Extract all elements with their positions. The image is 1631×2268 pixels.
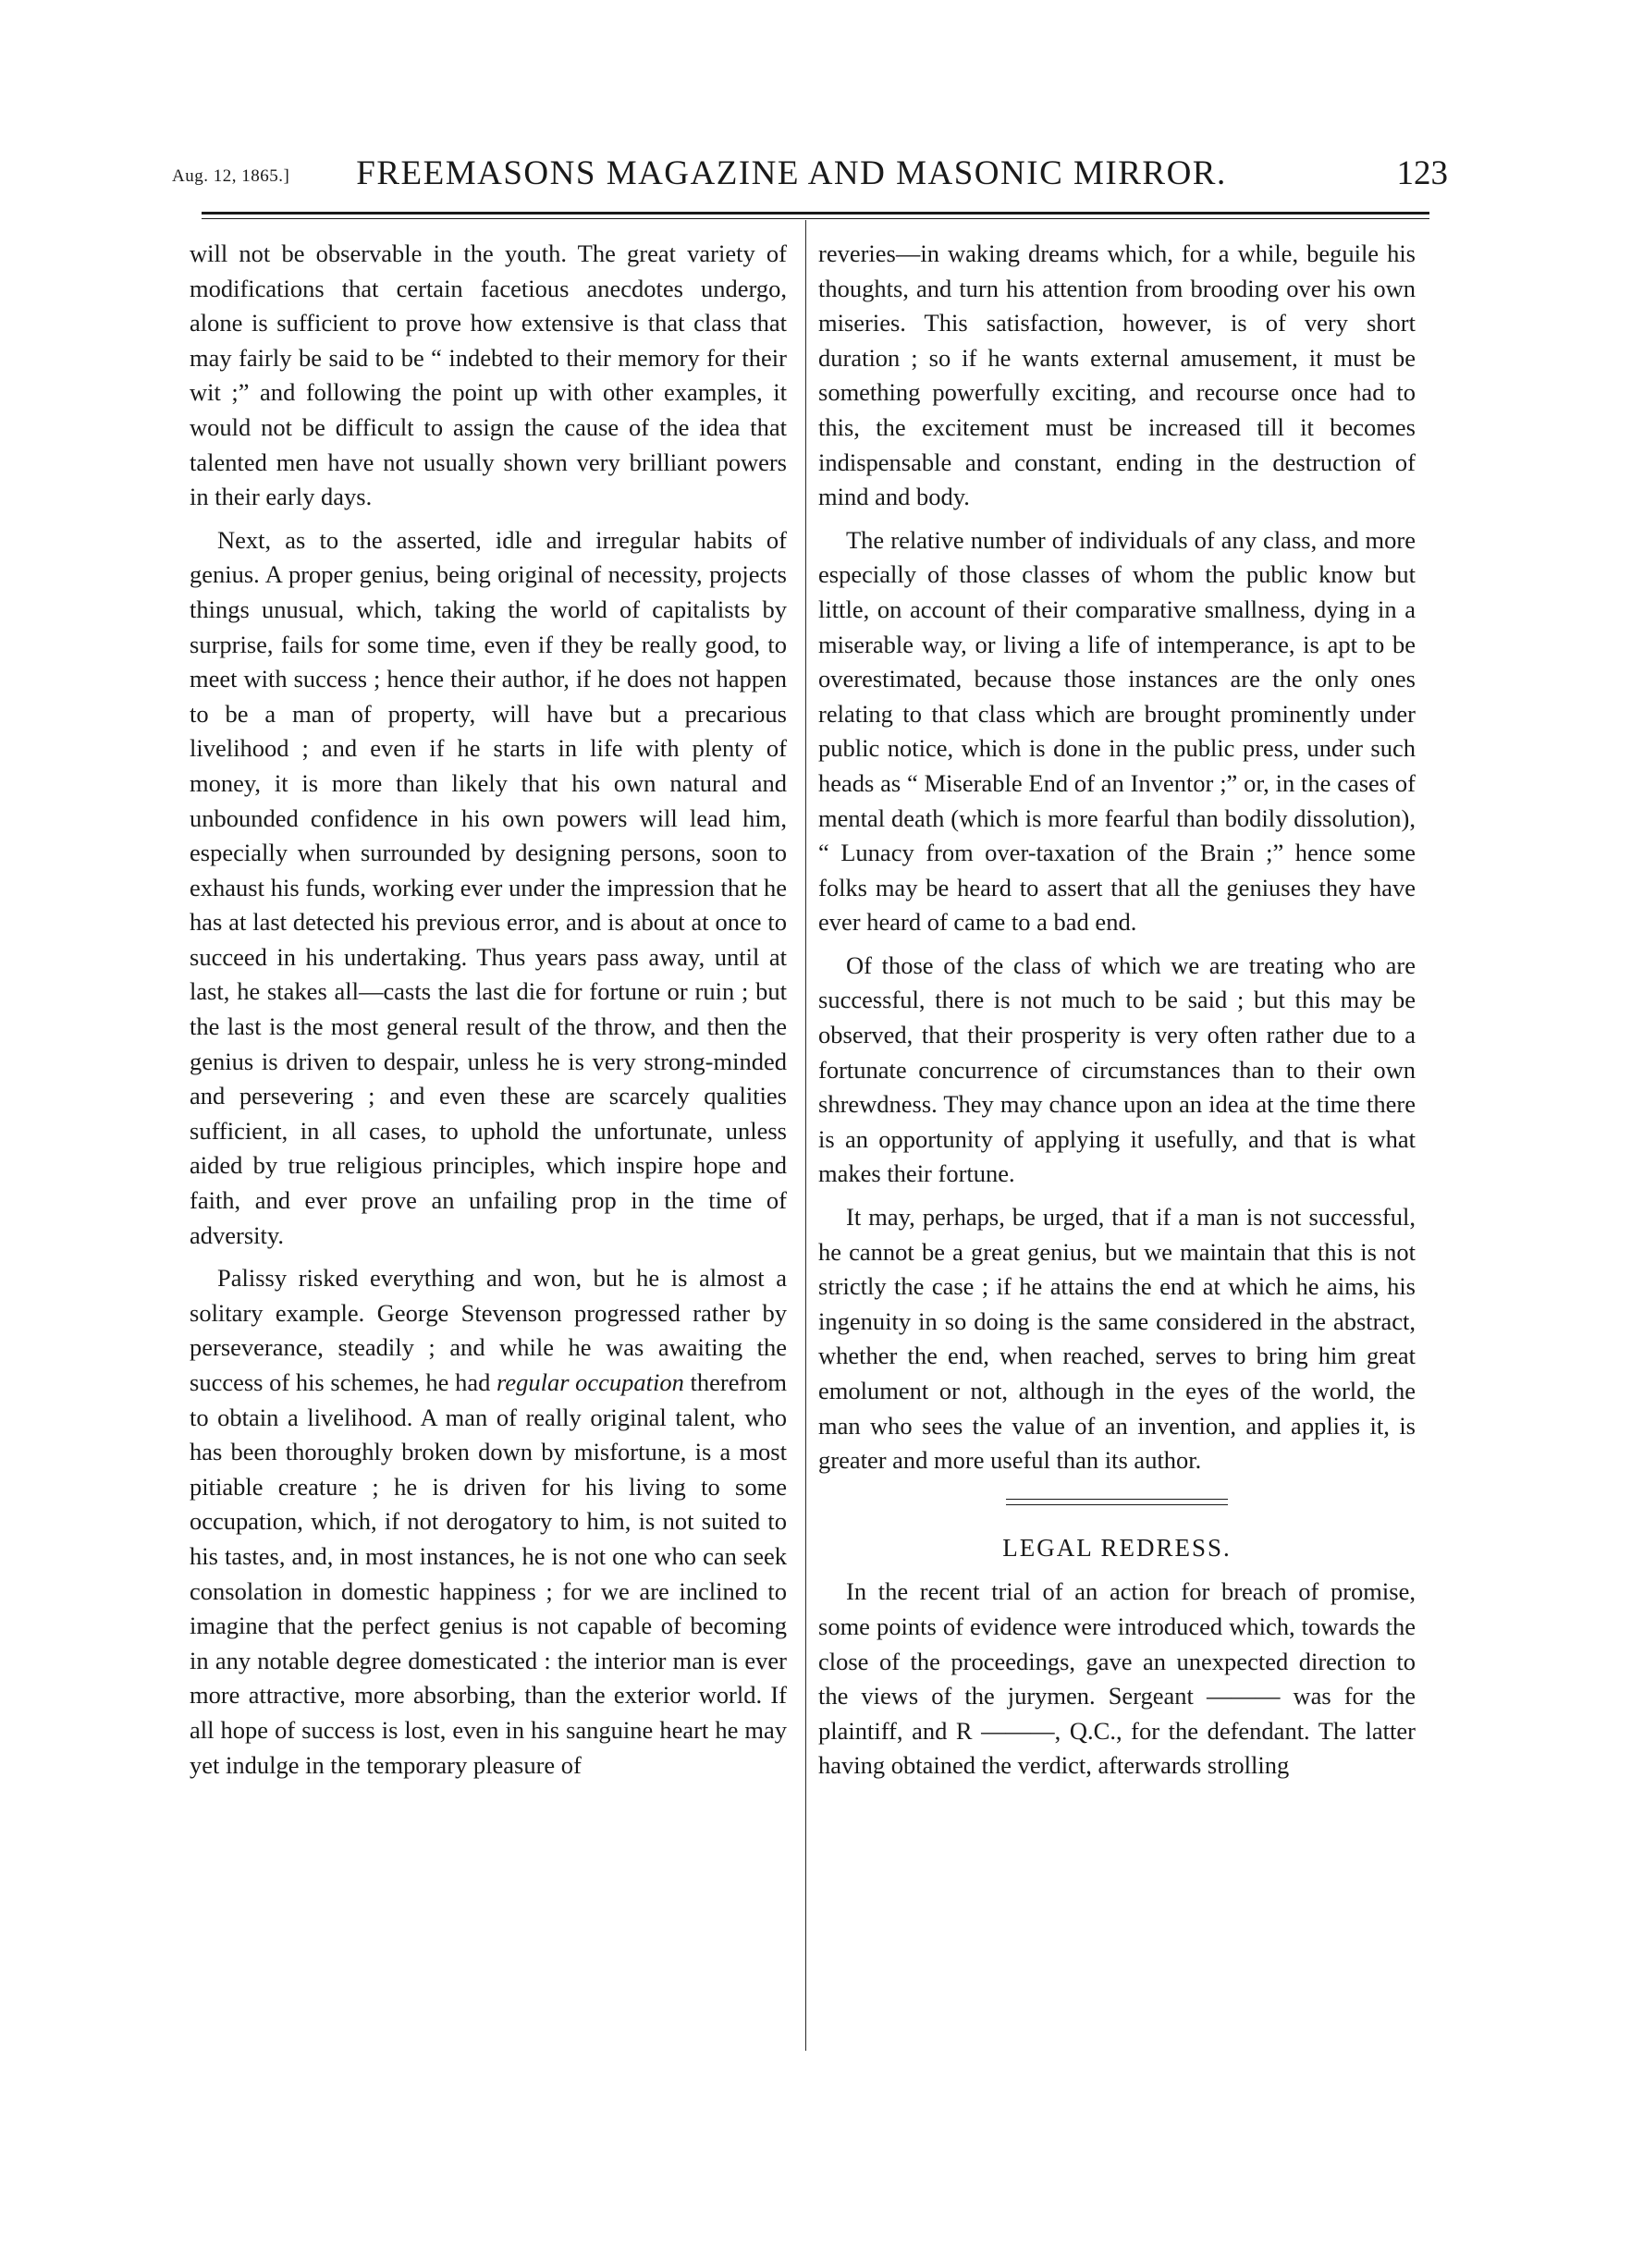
issue-date: Aug. 12, 1865.] <box>172 166 290 186</box>
section-heading: LEGAL REDRESS. <box>1002 1533 1232 1562</box>
paragraph: It may, perhaps, be urged, that if a man is not successful, he cannot be a great genius, but we maintain that this is not strictly the case ; if he attains the end at which he aims, his ingenuity in so doing is the same considered in the abstract, whether the end, when reached, serves to bring him great emolument or not, although in the eyes of the world, the man who sees the value of an invention, and applies it, is greater and more useful than its author. <box>818 1203 1416 1475</box>
page-number: 123 <box>1396 154 1448 192</box>
paragraph: The relative number of individuals of any class, and more especially of those classes of whom the public know but little, on account of their comparative smallness, dying in a miserable way, or living a life of intemperance, is apt to be overestimated, because those instances are the only ones relating to that class which are brought prominently under public notice, which is done in the public press, under such heads as “ Miserable End of an Inventor ;” or, in the cases of mental death (which is more fearful than bodily dissolution), “ Lunacy from over-taxation of the Brain ;” hence some folks may be heard to assert that all the geniuses they have ever heard of came to a bad end. <box>818 525 1416 937</box>
paragraph <box>190 1261 787 1783</box>
masthead <box>172 150 1448 196</box>
italic-phrase: regular occupation <box>496 1368 684 1396</box>
left-column <box>190 237 787 1783</box>
column-divider <box>805 220 806 2051</box>
header-rule-thin <box>202 218 1429 219</box>
paragraph: In the recent trial of an action for breach of promise, some points of evidence were introduced which, towards the close of the proceedings, gave an unexpected direction to the views of the jurymen. Sergeant ——— was for the plaintiff, and R ———, Q.C., for the defendant. The latter having obtained the verdict, afterwards strolling <box>818 1577 1416 1780</box>
paragraph: reveries—in waking dreams which, for a while, beguile his thoughts, and turn his attention from brooding over his own miseries. This satisfaction, however, is of very short duration ; so if he wants external amusement, it must be something powerfully exciting, and recourse once had to this, the excitement must be increased till it becomes indispensable and constant, ending in the destruction of mind and body. <box>818 239 1416 511</box>
publication-title: FREEMASONS MAGAZINE AND MASONIC MIRROR. <box>356 154 1227 192</box>
paragraph: will not be observable in the youth. The great variety of modifications that certain facetious anecdotes undergo, alone is sufficient to prove how extensive is that class that may fairly be said to be “ indebted to their memory for their wit ;” and following the point up with other examples, it would not be difficult to assign the cause of the idea that talented men have not usually shown very brilliant powers in their early days. <box>190 239 787 511</box>
divider-line <box>1006 1499 1228 1500</box>
paragraph: Of those of the class of which we are treating who are successful, there is not much to be said ; but this may be observed, that their prosperity is very often rather due to a fortunate concurrence of circumstances than to their own shrewdness. They may chance upon an idea at the time there is an opportunity of applying it usefully, and that is what makes their fortune. <box>818 950 1416 1188</box>
paragraph-text: therefrom to obtain a livelihood. A man of really original talent, who has been thoroughly broken down by misfortune, is a most pitiable creature ; he is driven for his living to some occupation, which, if not derogatory to him, is not suited to his tastes, and, in most instances, he is not one who can seek consolation in domestic happiness ; for we are inclined to imagine that the perfect genius is not capable of becoming in any notable degree domesticated : the interior man is ever more attractive, more absorbing, than the exterior world. If all hope of success is lost, even in his sanguine heart he may yet indulge in the temporary pleasure of <box>190 1368 788 1779</box>
section-divider <box>1006 1499 1228 1507</box>
divider-line <box>1006 1504 1228 1505</box>
paragraph: Next, as to the asserted, idle and irregular habits of genius. A proper genius, being original of necessity, projects things unusual, which, taking the world of capitalists by surprise, fails for some time, even if they be really good, to meet with success ; hence their author, if he does not happen to be a man of property, will have but a precarious livelihood ; and even if he starts in life with plenty of money, it is more than likely that his own natural and unbounded confidence in his own powers will lead him, especially when surrounded by designing persons, soon to exhaust his funds, working ever under the impression that he has at last detected his previous error, and is about at once to succeed in his undertaking. Thus years pass away, until at last, he stakes all—casts the last die for fortune or ruin ; but the last is the most general result of the throw, and then the genius is driven to despair, unless he is very strong-minded and persevering ; and even these are scarcely qualities sufficient, in all cases, to uphold the unfortunate, unless aided by true religious principles, which inspire hope and faith, and ever prove an unfailing prop in the time of adversity. <box>190 525 787 1249</box>
right-column <box>818 237 1416 1784</box>
paragraph-text: Palissy risked everything and won, but he is almost a solitary example. George Stevenson progressed rather by perseverance, steadily ; and while he was awaiting the success of his schemes, he had <box>190 1264 787 1396</box>
header-rule-thick <box>202 212 1429 215</box>
